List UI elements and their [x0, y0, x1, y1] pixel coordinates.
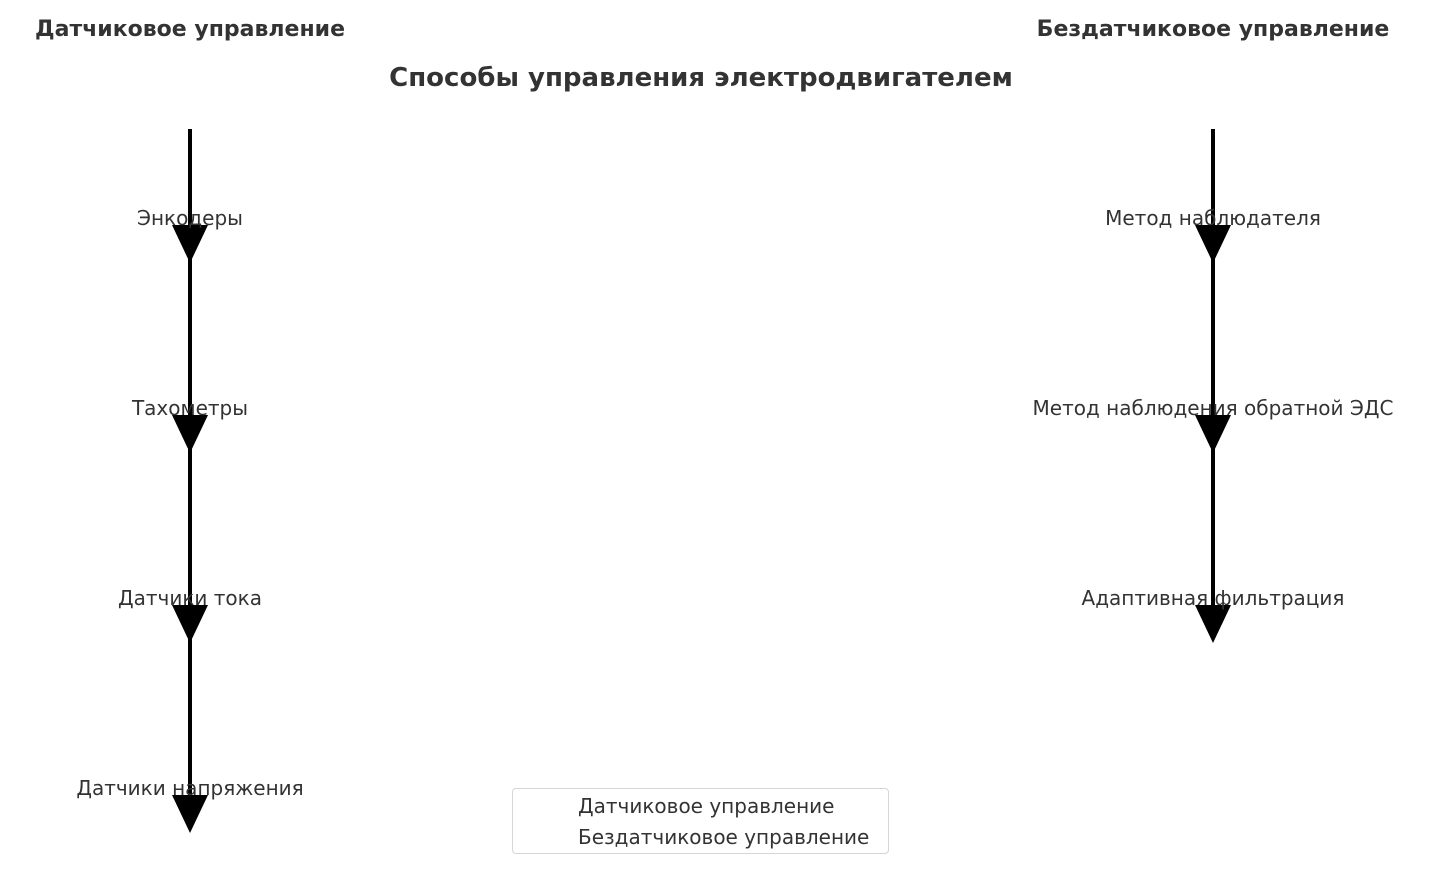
sensor-control-branch: [76, 129, 303, 833]
right-column-header: Бездатчиковое управление: [1036, 17, 1390, 42]
method-label: Датчики тока: [117, 586, 263, 610]
legend-entry-sensorless: Бездатчиковое управление: [578, 825, 870, 849]
method-label: Метод наблюдения обратной ЭДС: [1032, 396, 1394, 420]
diagram-title: Способы управления электродвигателем: [389, 63, 1013, 93]
sensorless-control-branch: [1033, 129, 1394, 643]
method-label: Метод наблюдателя: [1105, 206, 1321, 230]
method-label: Адаптивная фильтрация: [1081, 586, 1345, 610]
method-label: Датчики напряжения: [76, 776, 304, 800]
arrow-head-icon: [172, 795, 208, 833]
method-label: Тахометры: [131, 396, 249, 420]
arrow-head-icon: [1195, 415, 1231, 453]
arrow-head-icon: [1195, 225, 1231, 263]
legend: [512, 788, 889, 854]
left-column-header: Датчиковое управление: [35, 17, 345, 42]
legend-entry-sensor: Датчиковое управление: [578, 794, 835, 818]
arrow-head-icon: [172, 415, 208, 453]
method-label: Энкодеры: [137, 206, 243, 230]
arrow-head-icon: [172, 605, 208, 643]
arrow-head-icon: [1195, 605, 1231, 643]
arrow-head-icon: [172, 225, 208, 263]
